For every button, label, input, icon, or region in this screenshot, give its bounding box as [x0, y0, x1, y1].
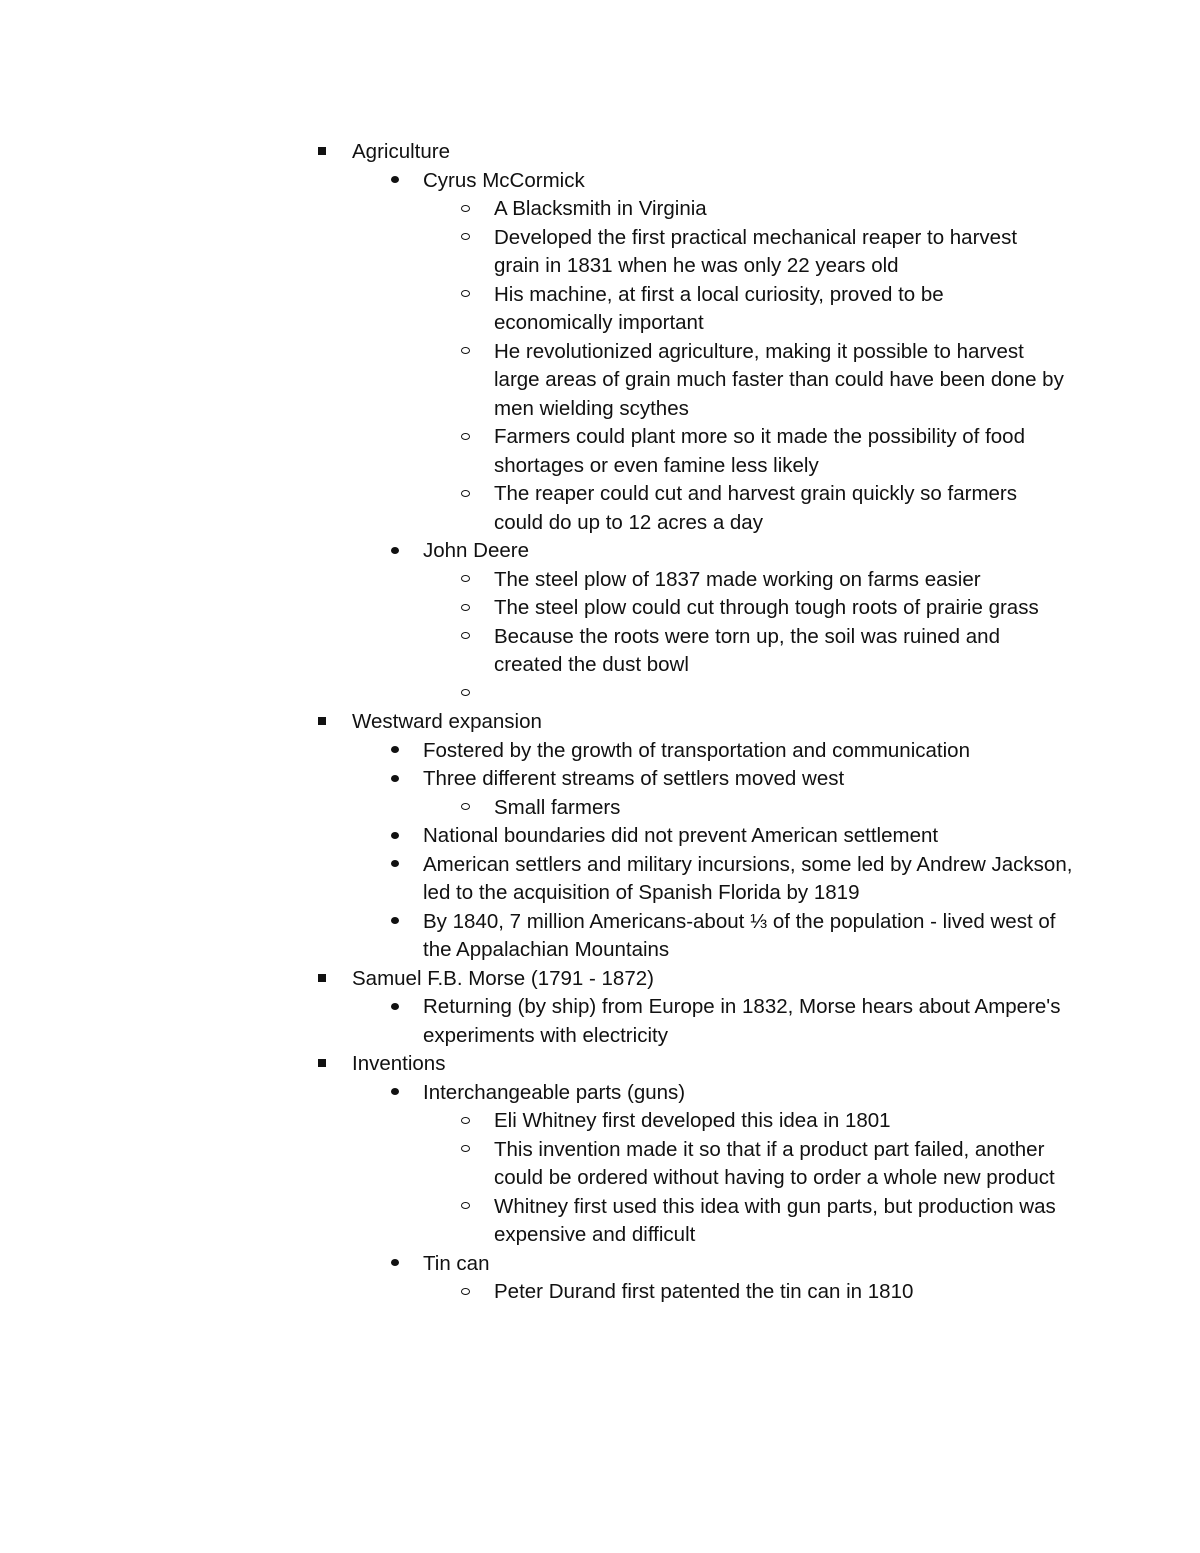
outline-item-level-2	[423, 765, 1073, 794]
outline-item-text: The reaper could cut and harvest grain quickly so farmers could do up to 12 acres a day	[494, 482, 1018, 534]
filled-circle-bullet-icon	[391, 765, 399, 794]
square-bullet-icon	[318, 708, 326, 737]
outline-item-level-3	[494, 1136, 1064, 1193]
outline-item-level-1	[352, 138, 1072, 167]
hollow-circle-bullet-icon	[461, 566, 470, 595]
outline-item-text: Westward expansion	[352, 710, 542, 733]
outline-item-text: Fostered by the growth of transportation and communication	[423, 738, 970, 762]
filled-circle-bullet-icon	[391, 1079, 399, 1108]
outline-item-text: His machine, at first a local curiosity, proved to be economically important	[494, 282, 944, 334]
filled-circle-bullet-icon	[391, 167, 399, 196]
outline-item-text: Returning (by ship) from Europe in 1832, Morse hears about Ampere's experiments with electricity	[423, 995, 1061, 1047]
filled-circle-bullet-icon	[391, 537, 399, 566]
outline-item-level-3	[494, 1193, 1064, 1250]
square-bullet-icon	[318, 138, 326, 167]
outline-item-level-2	[423, 167, 1073, 196]
outline-item-level-2	[423, 908, 1073, 965]
hollow-circle-bullet-icon	[461, 680, 470, 709]
outline-item-text: By 1840, 7 million Americans-about ⅓ of the population - lived west of the Appalachian Mountains	[423, 909, 1056, 961]
outline-item-text: Because the roots were torn up, the soil was ruined and created the dust bowl	[494, 624, 1000, 676]
filled-circle-bullet-icon	[391, 737, 399, 766]
outline-item-level-3	[494, 594, 1064, 623]
outline-item-level-1	[352, 965, 1072, 994]
outline-item-level-1	[352, 1050, 1072, 1079]
outline-item-text: American settlers and military incursions, some led by Andrew Jackson, led to the acquisition of Spanish Florida by 1819	[423, 852, 1073, 904]
outline-item-level-3	[494, 623, 1064, 680]
outline-item-text: This invention made it so that if a product part failed, another could be ordered without having to order a whole new product	[494, 1137, 1055, 1189]
hollow-circle-bullet-icon	[461, 1193, 470, 1222]
outline-item-level-2	[423, 822, 1073, 851]
outline-item-text: Interchangeable parts (guns)	[423, 1080, 686, 1104]
outline-item-level-3	[494, 1278, 1064, 1307]
outline-item-text: Three different streams of settlers moved west	[423, 767, 845, 790]
outline-item-text: The steel plow of 1837 made working on farms easier	[494, 567, 981, 591]
hollow-circle-bullet-icon	[461, 1107, 470, 1136]
outline-item-text: Peter Durand first patented the tin can in 1810	[494, 1280, 914, 1303]
outline-item-text: The steel plow could cut through tough roots of prairie grass	[494, 596, 1039, 619]
outline-item-level-3	[494, 338, 1064, 424]
outline-item-level-2	[423, 1079, 1073, 1108]
outline-item-text: Cyrus McCormick	[423, 168, 585, 192]
outline-item-text: John Deere	[423, 539, 529, 562]
hollow-circle-bullet-icon	[461, 224, 470, 253]
outline-item-text: A Blacksmith in Virginia	[494, 197, 707, 220]
outline-item-text: Whitney first used this idea with gun parts, but production was expensive and difficult	[494, 1194, 1056, 1246]
outline-item-text: Farmers could plant more so it made the possibility of food shortages or even famine less likely	[494, 425, 1025, 477]
hollow-circle-bullet-icon	[461, 794, 470, 823]
outline-item-text: National boundaries did not prevent American settlement	[423, 824, 939, 847]
hollow-circle-bullet-icon	[461, 1136, 470, 1165]
outline-item-level-2	[423, 993, 1073, 1050]
outline-item-level-3	[494, 680, 1064, 709]
outline-item-level-3	[494, 281, 1064, 338]
square-bullet-icon	[318, 965, 326, 994]
hollow-circle-bullet-icon	[461, 1278, 470, 1307]
outline-item-level-3	[494, 224, 1064, 281]
hollow-circle-bullet-icon	[461, 594, 470, 623]
outline-item-level-2	[423, 1250, 1073, 1279]
outline-item-level-3	[494, 195, 1064, 224]
outline-item-text: Agriculture	[352, 140, 450, 163]
outline-item-level-1	[352, 708, 1072, 737]
hollow-circle-bullet-icon	[461, 423, 470, 452]
outline-item-level-3	[494, 794, 1064, 823]
outline-item-level-3	[494, 423, 1064, 480]
outline-item-text: Developed the first practical mechanical reaper to harvest grain in 1831 when he was only 22 years old	[494, 225, 1018, 277]
outline-item-level-3	[494, 1107, 1064, 1136]
outline-item-level-3	[494, 480, 1064, 537]
document-page	[0, 138, 1200, 1307]
hollow-circle-bullet-icon	[461, 480, 470, 509]
outline-item-level-2	[423, 737, 1073, 766]
outline-item-level-2	[423, 851, 1073, 908]
outline-item-text: Eli Whitney first developed this idea in 1801	[494, 1109, 891, 1132]
square-bullet-icon	[318, 1050, 326, 1079]
outline-item-level-2	[423, 537, 1073, 566]
outline-item-text: Tin can	[423, 1251, 490, 1275]
hollow-circle-bullet-icon	[461, 338, 470, 367]
filled-circle-bullet-icon	[391, 822, 399, 851]
hollow-circle-bullet-icon	[461, 623, 470, 652]
outline-item-text: Small farmers	[494, 795, 621, 819]
filled-circle-bullet-icon	[391, 1250, 399, 1279]
filled-circle-bullet-icon	[391, 851, 399, 880]
outline-item-text: He revolutionized agriculture, making it possible to harvest large areas of grain much faster than could have been done by men wielding scythes	[494, 339, 1064, 420]
filled-circle-bullet-icon	[391, 908, 399, 937]
hollow-circle-bullet-icon	[461, 195, 470, 224]
outline-item-text: Samuel F.B. Morse (1791 - 1872)	[352, 966, 654, 990]
outline-item-text: Inventions	[352, 1052, 446, 1075]
hollow-circle-bullet-icon	[461, 281, 470, 310]
outline-item-level-3	[494, 566, 1064, 595]
filled-circle-bullet-icon	[391, 993, 399, 1022]
outline-item-text	[494, 680, 1064, 709]
